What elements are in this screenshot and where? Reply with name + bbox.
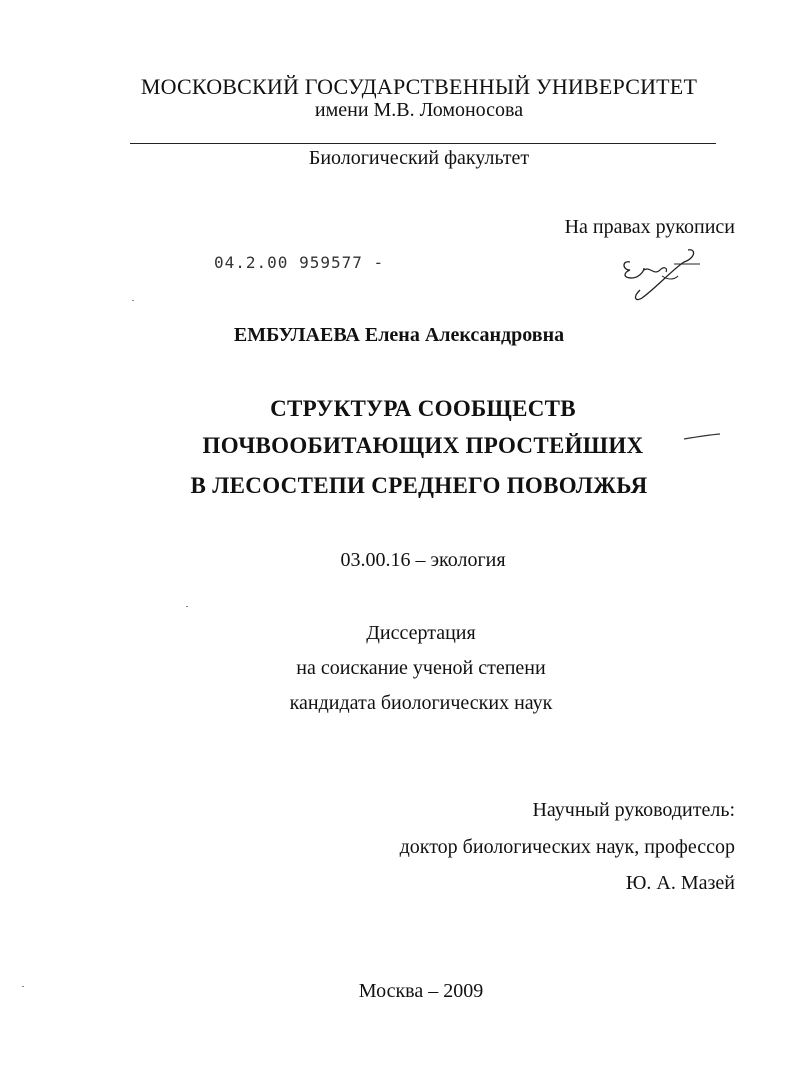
- degree-line-2: на соискание ученой степени: [296, 657, 546, 679]
- dissertation-title-line-1: СТРУКТУРА СООБЩЕСТВ: [270, 396, 576, 421]
- specialty-code: 03.00.16 – экология: [340, 549, 506, 571]
- supervisor-label: Научный руководитель:: [532, 799, 735, 821]
- author-name: ЕМБУЛАЕВА Елена Александровна: [233, 324, 565, 346]
- supervisor-name: Ю. А. Мазей: [625, 872, 735, 894]
- manuscript-rights-note: На правах рукописи: [564, 216, 735, 238]
- header-divider: [130, 143, 716, 144]
- university-name: МОСКОВСКИЙ ГОСУДАРСТВЕННЫЙ УНИВЕРСИТЕТ: [140, 74, 698, 99]
- library-stamp-number: 04.2.00 959577 -: [214, 253, 385, 272]
- scan-speck: [186, 606, 188, 607]
- university-named-after: имени М.В. Ломоносова: [314, 99, 524, 121]
- dissertation-title-line-3: В ЛЕСОСТЕПИ СРЕДНЕГО ПОВОЛЖЬЯ: [190, 473, 648, 498]
- degree-line-1: Диссертация: [366, 622, 476, 644]
- city-year: Москва – 2009: [358, 980, 484, 1002]
- handwritten-signature: [614, 246, 704, 306]
- scan-speck: [22, 986, 24, 987]
- scan-speck: [132, 300, 134, 301]
- supervisor-title: доктор биологических наук, профессор: [399, 836, 735, 858]
- faculty-name: Биологический факультет: [308, 147, 530, 169]
- dissertation-title-line-2: ПОЧВООБИТАЮЩИХ ПРОСТЕЙШИХ: [202, 433, 644, 458]
- degree-line-3: кандидата биологических наук: [289, 692, 553, 714]
- stray-pen-mark: [682, 432, 722, 442]
